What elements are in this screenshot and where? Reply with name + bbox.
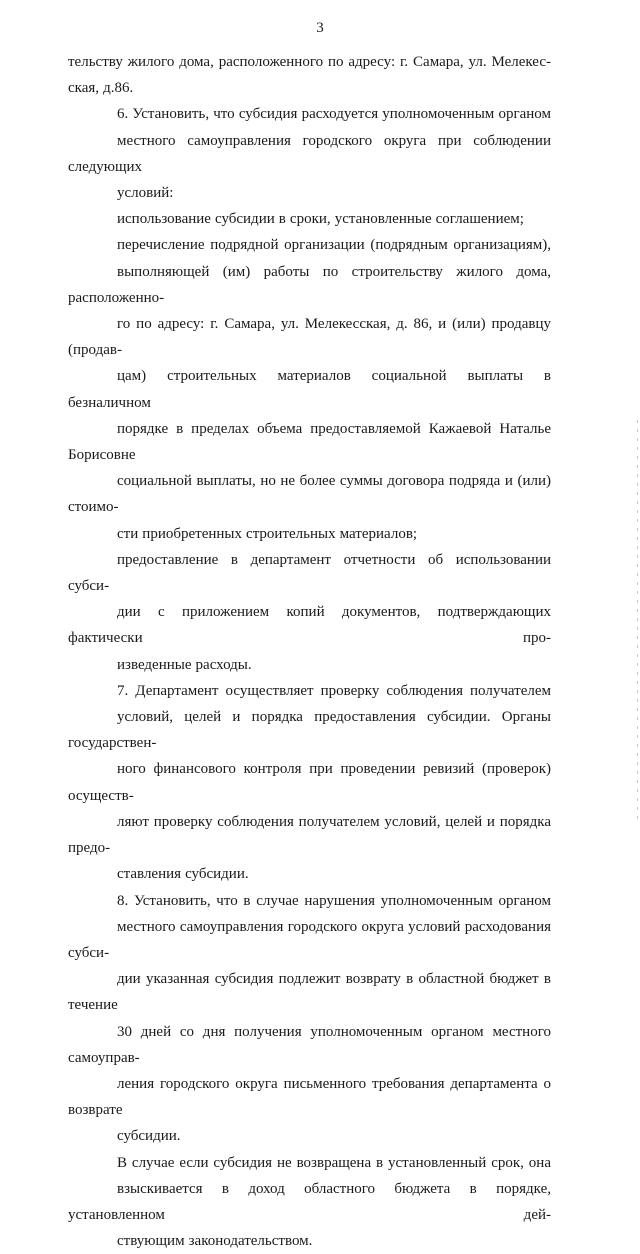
text-line: ская, д.86. — [68, 80, 134, 97]
text-line: цам) строительных материалов социальной выплаты в безналичном — [68, 368, 551, 411]
text-line: 8. Установить, что в случае нарушения уполномоченным органом — [117, 892, 551, 909]
scan-edge-artifact — [637, 420, 638, 820]
text-line: местного самоуправления городского округа условий расходования субси- — [68, 918, 551, 961]
paragraph — [68, 49, 551, 101]
paragraph — [68, 1150, 551, 1254]
text-line: ствующим законодательством. — [117, 1233, 313, 1250]
paragraph — [68, 678, 551, 888]
document-body — [68, 49, 551, 1254]
page-number: 3 — [316, 20, 324, 36]
text-line: ляют проверку соблюдения получателем условий, целей и порядка предо- — [68, 813, 551, 857]
text-line: использование субсидии в сроки, установленные соглашением; — [117, 211, 524, 228]
paragraph — [68, 547, 551, 678]
text-line: ного финансового контроля при проведении ревизий (проверок) осуществ- — [68, 761, 551, 804]
text-line: изведенные расходы. — [117, 656, 252, 673]
text-line: го по адресу: г. Самара, ул. Мелекесская, д. 86, и (или) продавцу (продав- — [68, 316, 551, 359]
text-line: дии указанная субсидия подлежит возврату в областной бюджет в течение — [68, 971, 551, 1014]
text-line: условий: — [117, 185, 174, 202]
text-line: сти приобретенных строительных материалов; — [117, 525, 418, 542]
text-line: субсидии. — [117, 1128, 181, 1145]
text-line: выполняющей (им) работы по строительству жилого дома, расположенно- — [68, 263, 551, 306]
paragraph — [68, 888, 551, 1150]
text-line: порядке в пределах объема предоставляемой Кажаевой Наталье Борисовне — [68, 420, 551, 464]
text-line: ления городского округа письменного требования департамента о возврате — [68, 1075, 551, 1119]
text-line: местного самоуправления городского округа при соблюдении следующих — [68, 132, 551, 175]
paragraph — [68, 232, 551, 546]
text-line: ставления субсидии. — [117, 866, 249, 883]
text-line: предоставление в департамент отчетности об использовании субси- — [68, 551, 551, 595]
paragraph — [68, 206, 551, 232]
text-line: перечисление подрядной организации (подрядным организациям), — [117, 237, 551, 254]
text-line: 6. Установить, что субсидия расходуется уполномоченным органом — [117, 106, 551, 123]
text-line: 7. Департамент осуществляет проверку соблюдения получателем — [117, 682, 551, 699]
paragraph — [68, 101, 551, 206]
text-line: В случае если субсидия не возвращена в установленный срок, она — [117, 1154, 551, 1171]
text-line: 30 дней со дня получения уполномоченным органом местного самоуправ- — [68, 1023, 551, 1066]
text-line: взыскивается в доход областного бюджета в порядке, установленном дей- — [68, 1180, 551, 1223]
text-line: дии с приложением копий документов, подтверждающих фактически про- — [68, 604, 551, 647]
text-line: социальной выплаты, но не более суммы договора подряда и (или) стоимо- — [68, 473, 551, 516]
text-line: условий, целей и порядка предоставления субсидии. Органы государствен- — [68, 709, 551, 752]
text-line: тельству жилого дома, расположенного по адресу: г. Самара, ул. Мелекес- — [68, 54, 551, 70]
